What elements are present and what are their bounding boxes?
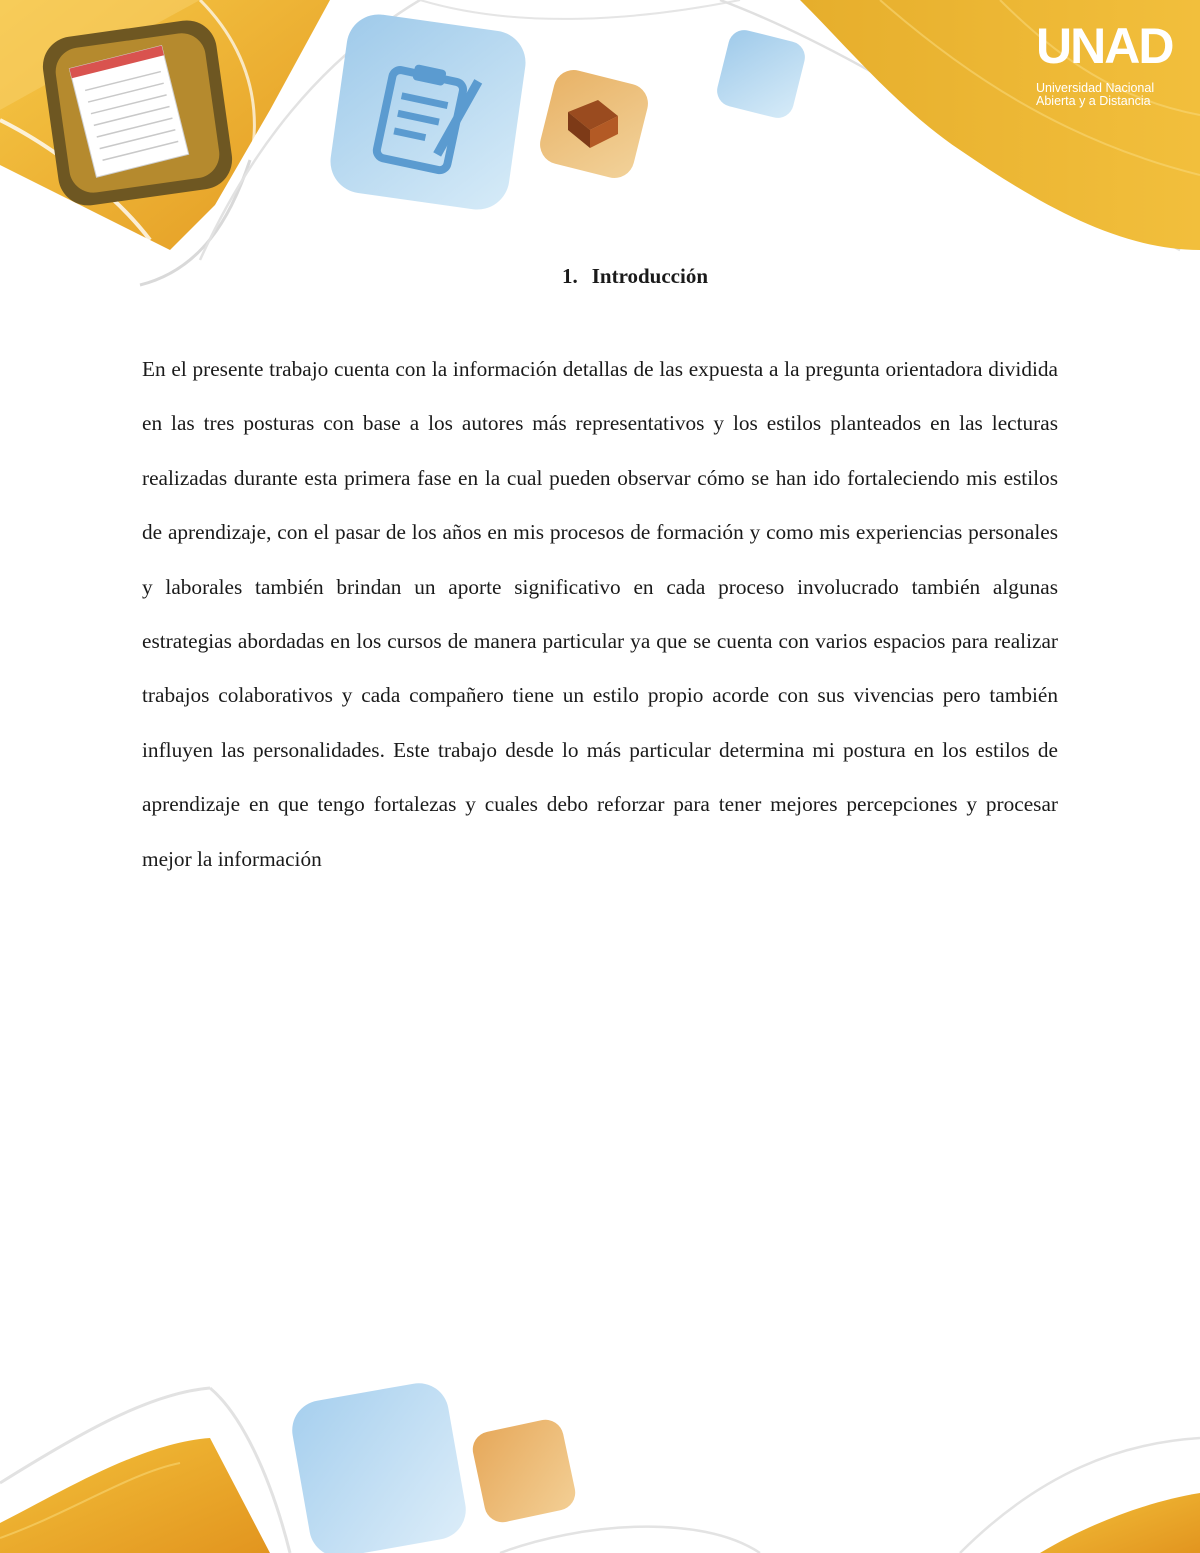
yellow-shape-bottom-left bbox=[0, 1438, 270, 1553]
section-heading bbox=[0, 264, 1200, 289]
unad-logo bbox=[1030, 12, 1173, 122]
yellow-shape-bottom-right bbox=[1040, 1493, 1200, 1553]
footer-decoration bbox=[0, 1353, 1200, 1553]
body-paragraph: En el presente trabajo cuenta con la información detallas de las expuesta a la pregunta orientadora dividida en las tres posturas con base a los autores más representativos y los estilos planteados en las lecturas realizadas durante esta primera fase en la cual pueden observar cómo se han ido fortaleciendo mis estilos de aprendizaje, con el pasar de los años en mis procesos de formación y como mis experiencias personales y laborales también brindan un aporte significativo en cada proceso involucrado también algunas estrategias abordadas en los cursos de manera particular ya que se cuenta con varios espacios para realizar trabajos colaborativos y cada compañero tiene un estilo propio acorde con sus vivencias pero también influyen las personalidades. Este trabajo desde lo más particular determina mi postura en los estilos de aprendizaje en que tengo fortalezas y cuales debo reforzar para tener mejores percepciones y procesar mejor la información bbox=[142, 357, 1058, 871]
section-title: Introducción bbox=[591, 264, 709, 288]
logo-subtitle-line2: Abierta y a Distancia bbox=[1036, 94, 1151, 108]
tan-tile-bottom bbox=[469, 1416, 578, 1525]
logo-wordmark: UNAD bbox=[1036, 18, 1173, 74]
header-decoration bbox=[0, 0, 1200, 300]
blue-tile-small bbox=[714, 27, 809, 122]
blue-tile-bottom bbox=[287, 1378, 470, 1553]
section-number: 1. bbox=[561, 264, 578, 288]
logo-subtitle-line1: Universidad Nacional bbox=[1036, 81, 1155, 95]
blue-tile-top bbox=[326, 10, 529, 213]
